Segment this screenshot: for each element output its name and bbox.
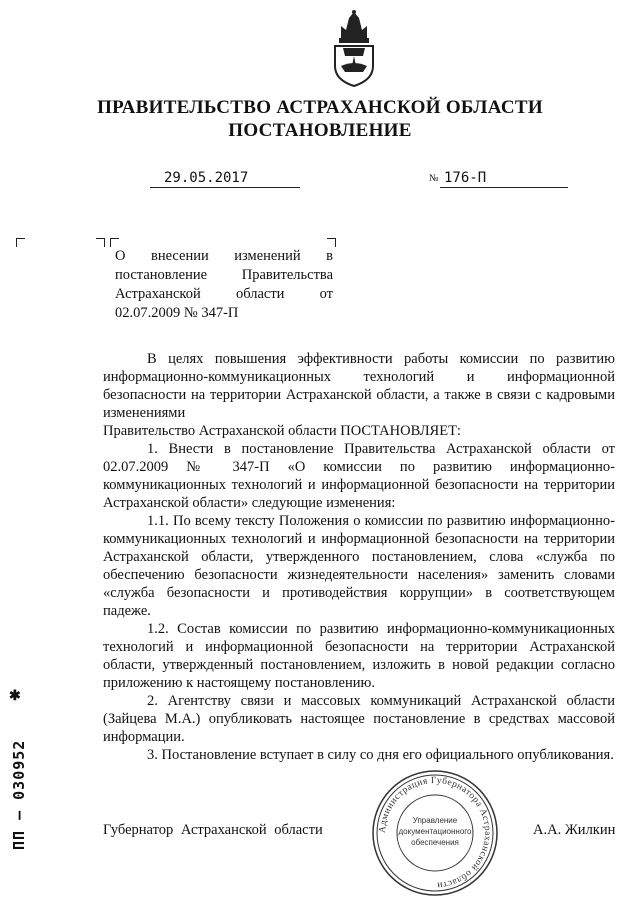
date-underline [150,187,300,188]
document-date: 29.05.2017 [164,170,249,186]
svg-text:Администрация Губернатора Астр: Администрация Губернатора Астраханской области [377,775,493,891]
corner-mark-subject-right [327,238,336,247]
resolution-paragraph: Правительство Астраханской области ПОСТАНОВЛЯЕТ: [103,423,461,439]
svg-text:обеспечения: обеспечения [411,838,459,847]
corner-mark-subject-left-b [110,238,119,247]
corner-mark-subject-left-a [96,238,105,247]
coat-of-arms-icon [327,10,381,88]
svg-text:документационного: документационного [398,827,472,836]
side-mark: ✱ [9,689,21,704]
official-stamp-icon [370,768,500,898]
government-title: ПРАВИТЕЛЬСТВО АСТРАХАНСКОЙ ОБЛАСТИ [97,97,543,118]
document-number: 176-П [444,170,487,186]
document-subject: О внесении изменений в постановление Правительства Астраханской области от 02.07.2009 № 347-П [115,248,333,321]
item-3-paragraph: 3. Постановление вступает в силу со дня его официального опубликования. [147,747,614,763]
preamble-paragraph: В целях повышения эффективности работы комиссии по развитию информационно-коммуникационных технологий и информационной безопасности на территории Астраханской области, а также в связи с кадровыми изменениями [103,351,615,421]
item-1-1-paragraph: 1.1. По всему тексту Положения о комиссии по развитию информационно-коммуникационных технологий и информационной безопасности на территории Астраханской области, утвержденного постановлением, слова «служба по обеспечению безопасности жизнедеятельности населения» заменить словами «служба безопасности и противодействия коррупции» в соответствующем падеже. [103,513,615,619]
svg-text:Управление: Управление [412,816,458,825]
document-body [103,350,615,764]
item-1-paragraph: 1. Внести в постановление Правительства Астраханской области от 02.07.2009 № 347-П «О комиссии по развитию информационно-коммуникационных технологий и информационной безопасности на территории Астраханской области» следующие изменения: [103,441,615,511]
document-side-code: ПП – 030952 [10,739,28,850]
document-type-title: ПОСТАНОВЛЕНИЕ [228,120,412,141]
number-sign: № [429,173,439,184]
corner-mark-left [16,238,25,247]
item-2-paragraph: 2. Агентству связи и массовых коммуникаций Астраханской области (Зайцева М.А.) опубликовать настоящее постановление в средствах массовой информации. [103,693,615,745]
number-underline [440,187,568,188]
signature-name: А.А. Жилкин [533,822,616,838]
item-1-2-paragraph: 1.2. Состав комиссии по развитию информационно-коммуникационных технологий и информационной безопасности на территории Астраханской области, утвержденный постановлением, изложить в новой редакции согласно приложению к настоящему постановлению. [103,621,615,691]
signature-title: Губернатор Астраханской области [103,822,323,838]
